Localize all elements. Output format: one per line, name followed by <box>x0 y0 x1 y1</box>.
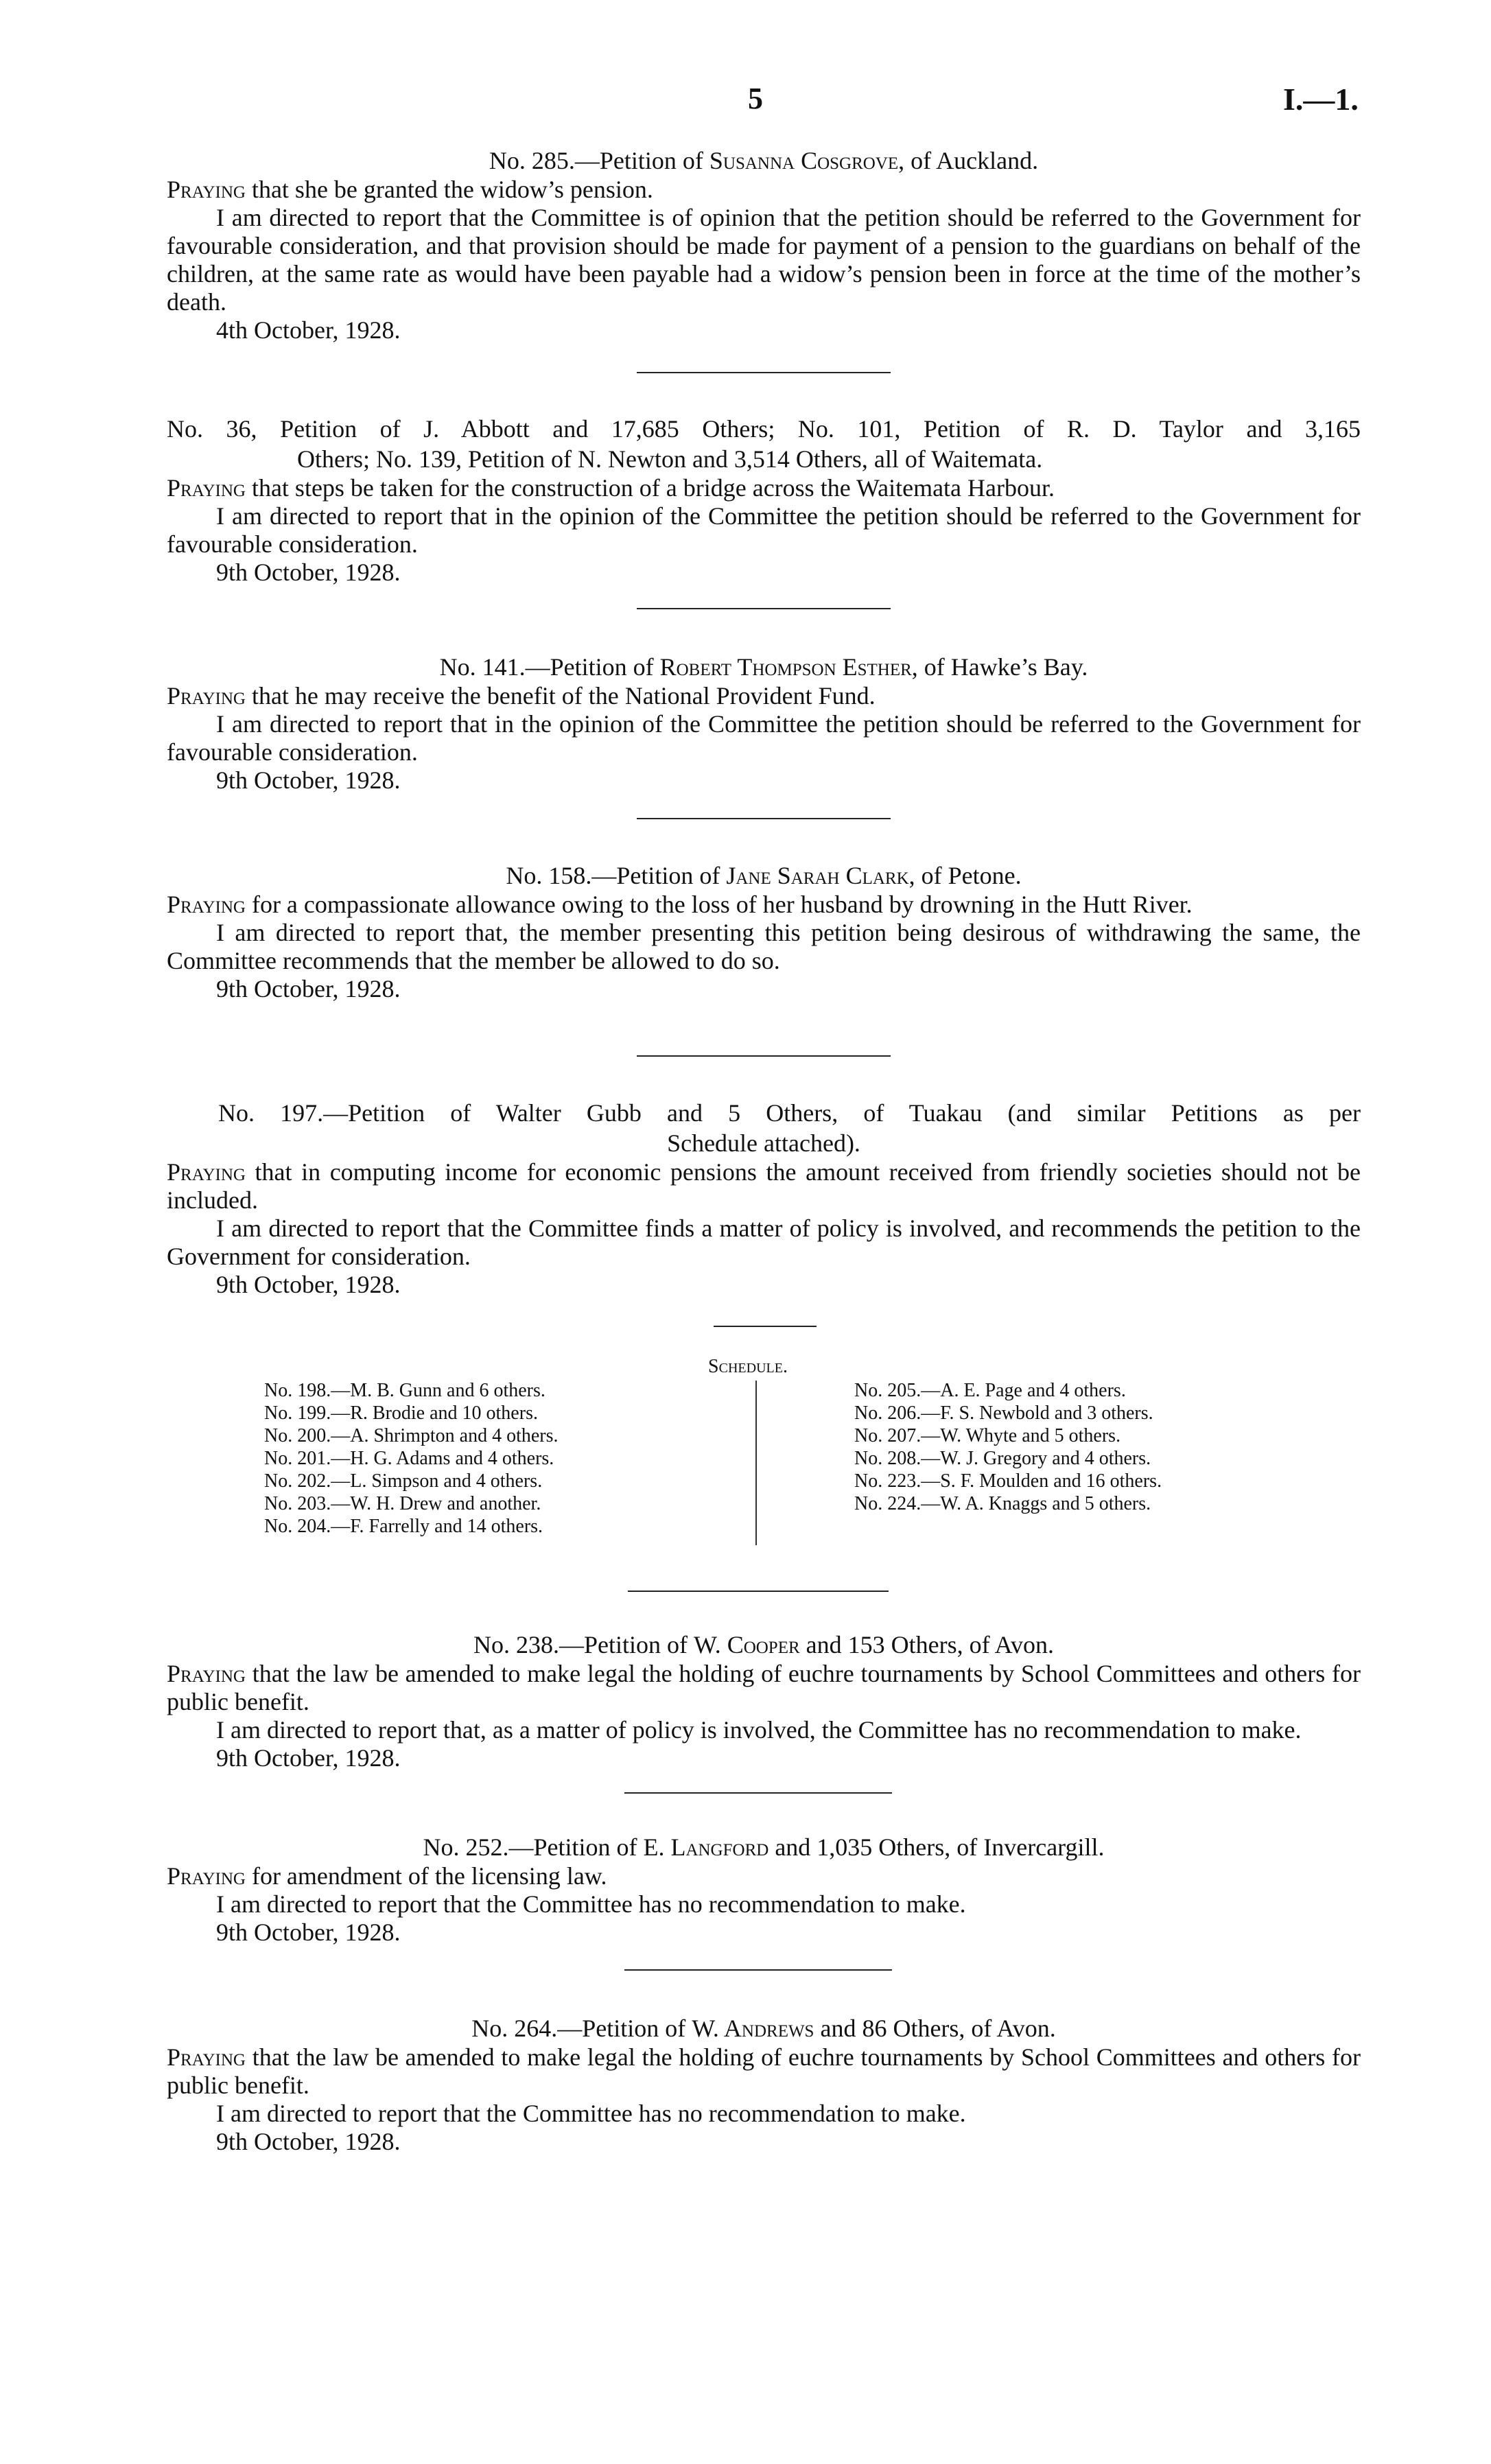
schedule-column-divider <box>755 1381 757 1545</box>
section-divider <box>624 1969 892 1971</box>
petition-heading-line1: No. 36, Petition of J. Abbott and 17,685 Others; No. 101, Petition of R. D. Taylor and 3,165 <box>167 415 1361 443</box>
report-text: I am directed to report that in the opinion of the Committee the petition should be referred to the Government for favourable consideration. <box>167 502 1361 558</box>
section-divider <box>637 1055 891 1057</box>
report-date: 9th October, 1928. <box>216 2128 401 2155</box>
report-text: I am directed to report that the Committee has no recommendation to make. <box>216 1890 966 1918</box>
report-date: 9th October, 1928. <box>216 975 401 1002</box>
report-date: 9th October, 1928. <box>216 1744 401 1772</box>
praying-line: Praying that in computing income for economic pensions the amount received from friendly societies should not be included. <box>167 1158 1361 1214</box>
petition-heading: No. 141.—Petition of Robert Thompson Esther, of Hawke’s Bay. <box>439 653 1088 681</box>
report-date: 9th October, 1928. <box>216 559 401 586</box>
schedule-entry: No. 204.—F. Farrelly and 14 others. <box>264 1516 543 1537</box>
report-text: I am directed to report that, the member presenting this petition being desirous of withdrawing the same, the Committee recommends that the member be allowed to do so. <box>167 919 1361 974</box>
petitioner-name: E. Langford <box>643 1833 769 1861</box>
schedule-entry: No. 223.—S. F. Moulden and 16 others. <box>854 1470 1162 1492</box>
schedule-title: Schedule. <box>708 1356 788 1377</box>
petition-heading-line1: No. 197.—Petition of Walter Gubb and 5 Others, of Tuakau (and similar Petitions as per <box>218 1099 1361 1127</box>
schedule-entry: No. 224.—W. A. Knaggs and 5 others. <box>854 1493 1151 1514</box>
report-text: I am directed to report that the Committee is of opinion that the petition should be referred to the Government for favourable consideration, and that provision should be made for payment of a pension to the guardians on behalf of the children, at the same rate as would have been payable had a widow’s pension been in force at the time of the mother’s death. <box>167 204 1361 316</box>
praying-line: Praying that the law be amended to make legal the holding of euchre tournaments by School Committees and others for public benefit. <box>167 1660 1361 1715</box>
schedule-entry: No. 206.—F. S. Newbold and 3 others. <box>854 1403 1153 1424</box>
schedule-entry: No. 208.—W. J. Gregory and 4 others. <box>854 1448 1151 1469</box>
schedule-left-column <box>264 1379 559 1538</box>
schedule-entry: No. 202.—L. Simpson and 4 others. <box>264 1470 543 1492</box>
section-divider <box>628 1591 889 1592</box>
petition-heading: No. 252.—Petition of E. Langford and 1,035 Others, of Invercargill. <box>423 1833 1105 1861</box>
report-text: I am directed to report that in the opinion of the Committee the petition should be referred to the Government for favourable consideration. <box>167 710 1361 766</box>
praying-line: Praying for amendment of the licensing law. <box>167 1862 607 1890</box>
petitioner-name: W. Cooper <box>694 1631 800 1658</box>
report-text: I am directed to report that, as a matter of policy is involved, the Committee has no recommendation to make. <box>216 1716 1302 1744</box>
report-text: I am directed to report that the Committee finds a matter of policy is involved, and recommends the petition to the Government for consideration. <box>167 1215 1361 1270</box>
petition-197 <box>167 1098 1361 1299</box>
schedule-entry: No. 207.—W. Whyte and 5 others. <box>854 1425 1121 1446</box>
petitioner-name: Robert Thompson Esther <box>659 653 912 681</box>
report-date: 9th October, 1928. <box>216 1919 401 1946</box>
petition-264 <box>167 2013 1361 2156</box>
petition-141 <box>167 652 1361 795</box>
petition-238 <box>167 1630 1361 1772</box>
section-divider <box>637 372 891 373</box>
praying-line: Praying that she be granted the widow’s pension. <box>167 176 653 203</box>
report-date: 9th October, 1928. <box>216 1271 401 1298</box>
petitioner-name: Jane Sarah Clark <box>726 862 909 889</box>
petition-252 <box>167 1832 1361 1947</box>
page-reference: I.—1. <box>1283 82 1359 117</box>
petition-heading-line2: Schedule attached). <box>667 1129 860 1157</box>
petition-heading: No. 238.—Petition of W. Cooper and 153 Others, of Avon. <box>473 1631 1054 1658</box>
section-divider <box>637 818 891 819</box>
section-divider <box>714 1326 817 1327</box>
petition-heading: No. 264.—Petition of W. Andrews and 86 Others, of Avon. <box>471 2015 1056 2042</box>
report-text: I am directed to report that the Committee has no recommendation to make. <box>216 2100 966 2127</box>
praying-line: Praying that he may receive the benefit of the National Provident Fund. <box>167 682 876 709</box>
report-date: 9th October, 1928. <box>216 766 401 794</box>
praying-line: Praying that the law be amended to make legal the holding of euchre tournaments by School Committees and others for public benefit. <box>167 2043 1361 2099</box>
petition-heading: No. 158.—Petition of Jane Sarah Clark, of Petone. <box>506 862 1022 889</box>
schedule-entry: No. 199.—R. Brodie and 10 others. <box>264 1403 538 1424</box>
schedule-entry: No. 201.—H. G. Adams and 4 others. <box>264 1448 554 1469</box>
petition-36 <box>167 414 1361 587</box>
schedule-entry: No. 203.—W. H. Drew and another. <box>264 1493 541 1514</box>
schedule-right-column <box>854 1379 1162 1515</box>
praying-line: Praying for a compassionate allowance owing to the loss of her husband by drowning in the Hutt River. <box>167 891 1193 918</box>
schedule-entry: No. 198.—M. B. Gunn and 6 others. <box>264 1380 545 1401</box>
schedule-entry: No. 200.—A. Shrimpton and 4 others. <box>264 1425 559 1446</box>
schedule-entry: No. 205.—A. E. Page and 4 others. <box>854 1380 1126 1401</box>
petition-heading: No. 285.—Petition of Susanna Cosgrove, of Auckland. <box>489 147 1039 174</box>
section-divider <box>637 608 891 609</box>
petition-158 <box>167 860 1361 1003</box>
page-number: 5 <box>748 82 763 115</box>
section-divider <box>624 1792 892 1794</box>
petition-heading-line2: Others; No. 139, Petition of N. Newton and 3,514 Others, all of Waitemata. <box>297 445 1043 473</box>
report-date: 4th October, 1928. <box>216 316 401 344</box>
petitioner-name: W. Andrews <box>692 2015 814 2042</box>
praying-line: Praying that steps be taken for the construction of a bridge across the Waitemata Harbour. <box>167 474 1055 502</box>
petition-285 <box>167 145 1361 344</box>
petitioner-name: Susanna Cosgrove <box>709 147 899 174</box>
